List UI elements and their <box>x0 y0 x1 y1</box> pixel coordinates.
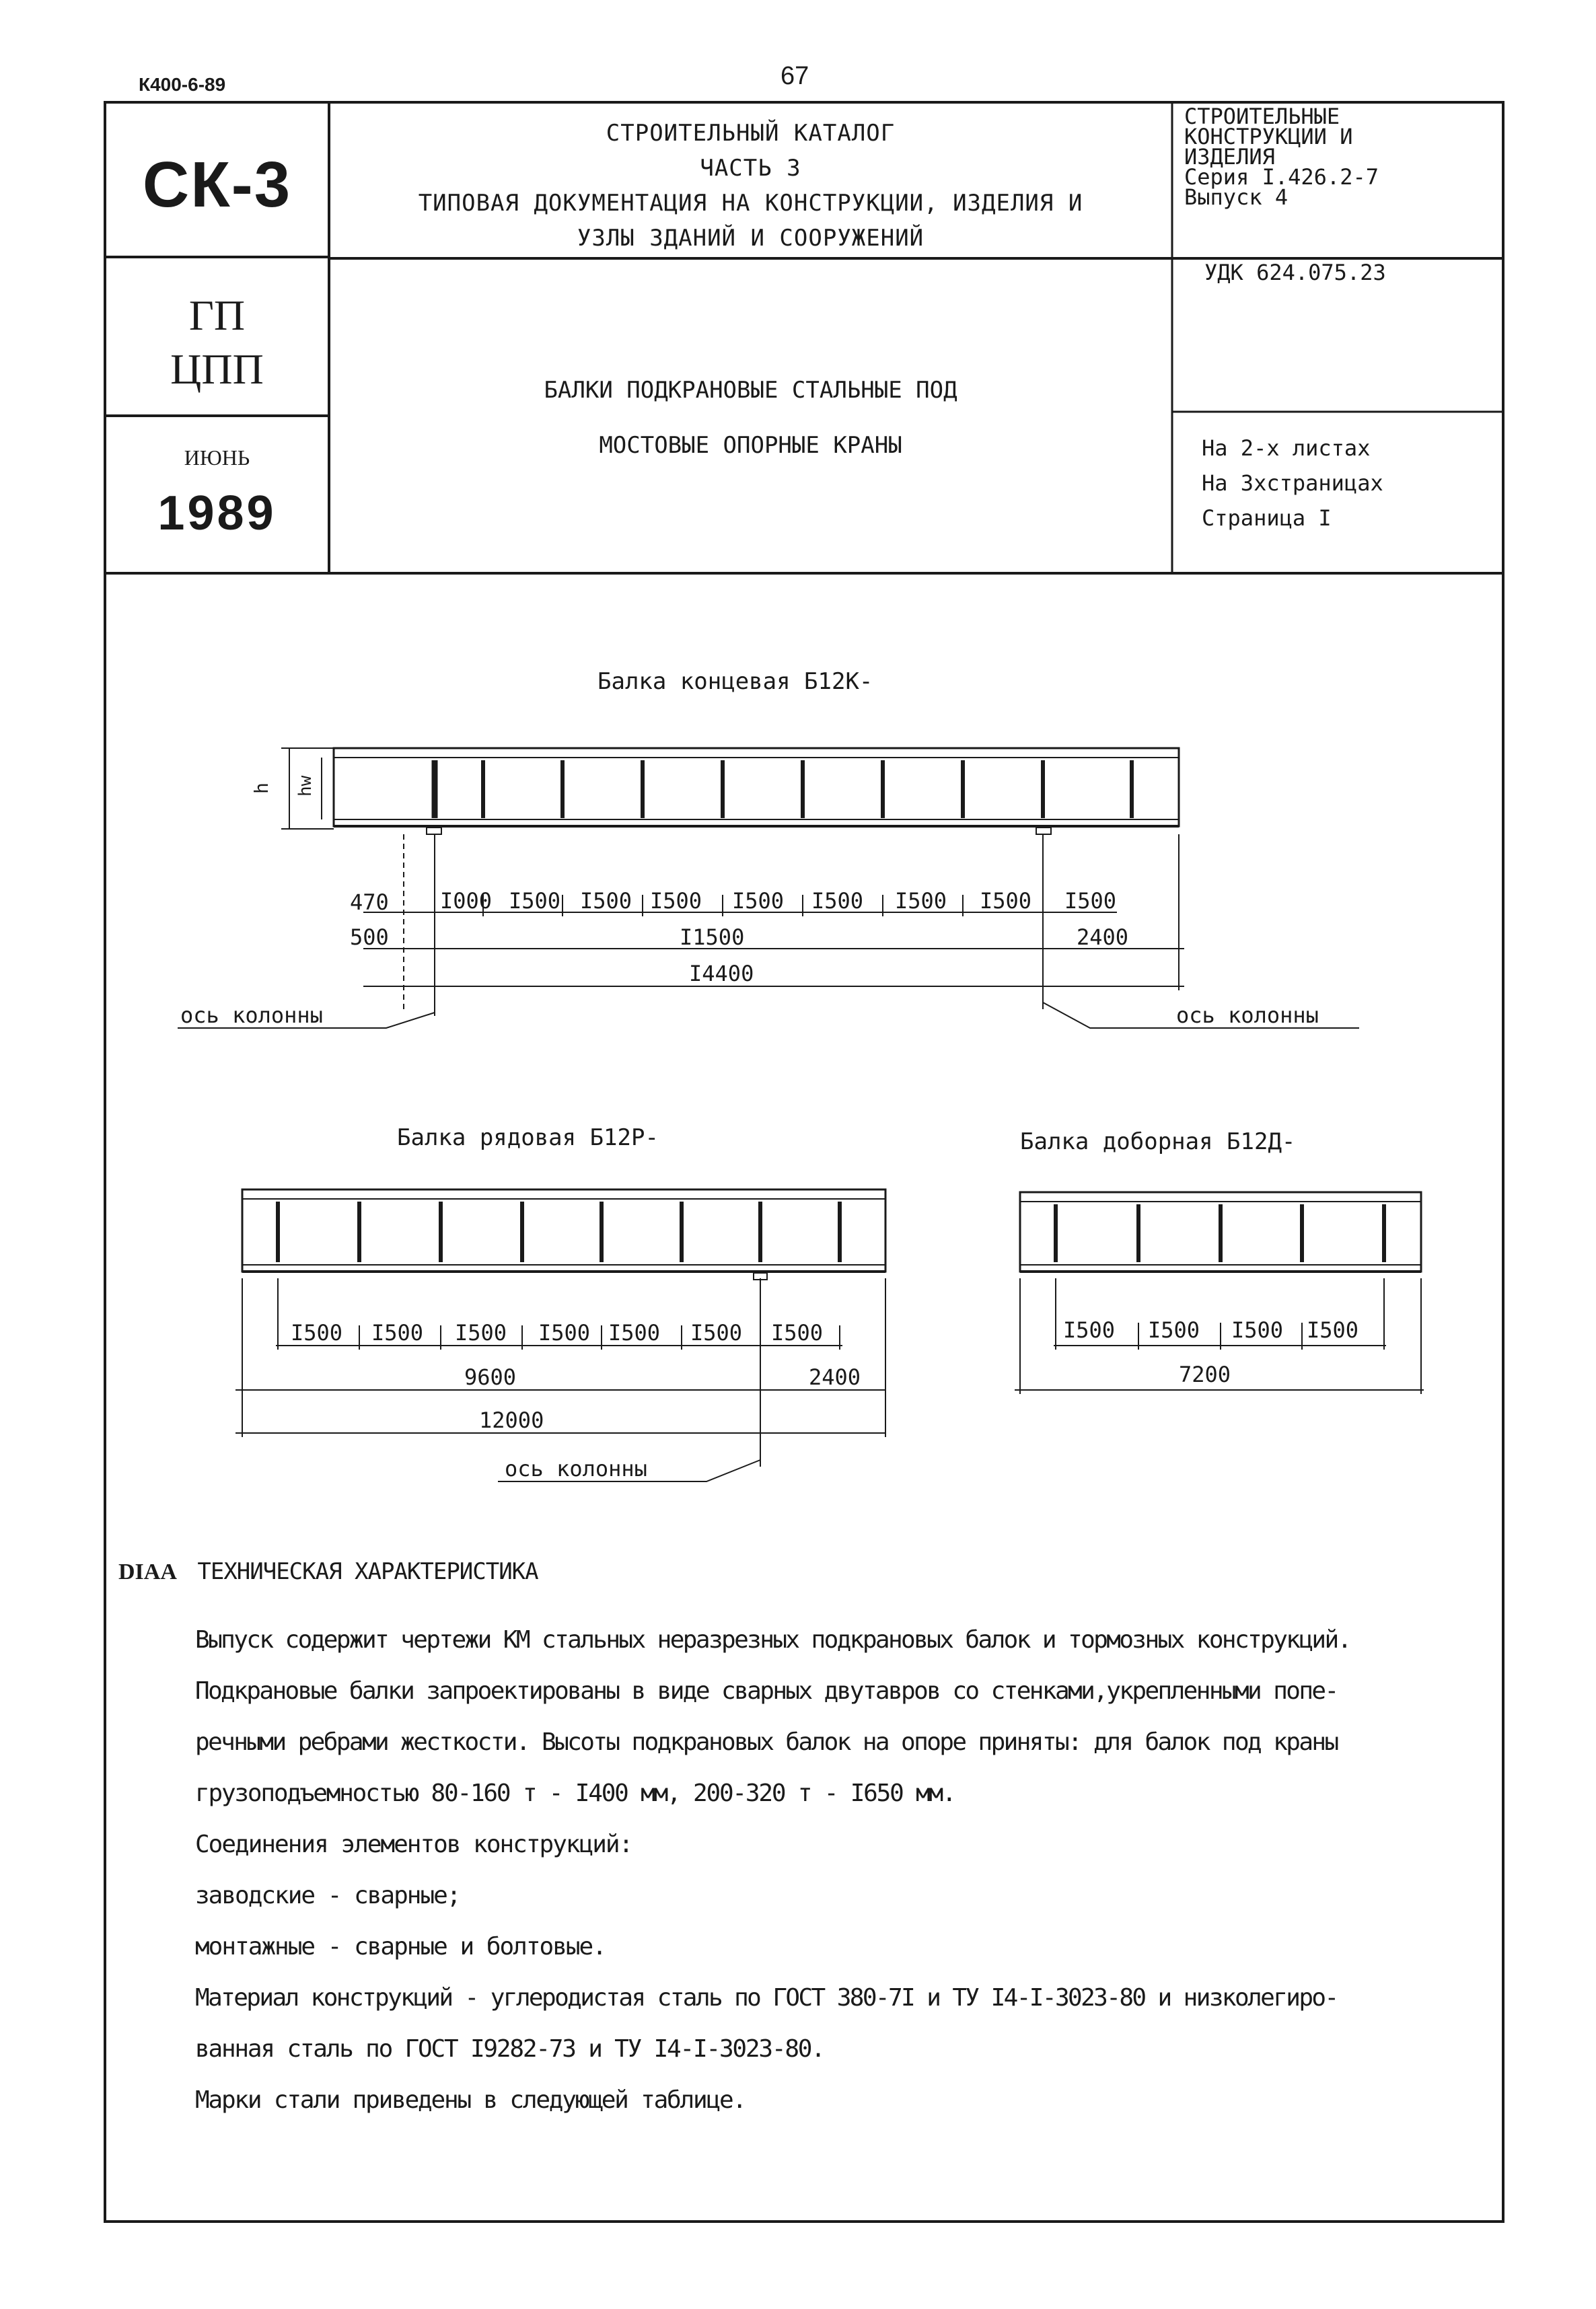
end-beam-drawing <box>178 668 1359 1028</box>
tech-line: речными ребрами жесткости. Высоты подкрановых балок на опоре приняты: для балок под краны <box>195 1728 1338 1756</box>
tech-heading-prefix: DIAA <box>118 1560 177 1584</box>
udk-code: УДК 624.075.23 <box>1204 260 1386 285</box>
row-beam-span-total: 12000 <box>479 1407 544 1433</box>
row-beam-dim: I500 <box>608 1320 661 1346</box>
end-beam-offset-470: 470 <box>350 889 389 915</box>
catalog-header-line: УЗЛЫ ЗДАНИЙ И СООРУЖЕНИЙ <box>577 225 924 252</box>
row-beam-dim: I500 <box>371 1320 424 1346</box>
tech-heading: ТЕХНИЧЕСКАЯ ХАРАКТЕРИСТИКА <box>197 1558 538 1585</box>
catalog-header-line: СТРОИТЕЛЬНЫЙ КАТАЛОГ <box>606 120 896 147</box>
doc-title-line: МОСТОВЫЕ ОПОРНЫЕ КРАНЫ <box>599 432 902 459</box>
issue-month: ИЮНЬ <box>184 445 250 470</box>
doc-title-line: БАЛКИ ПОДКРАНОВЫЕ СТАЛЬНЫЕ ПОД <box>544 377 957 404</box>
end-beam-dim: I500 <box>1064 888 1117 914</box>
extra-beam-dim: I500 <box>1063 1317 1116 1343</box>
series-info-line: Серия I.426.2-7 <box>1184 164 1379 190</box>
end-beam-dim: I500 <box>980 888 1032 914</box>
end-beam-span-main: I1500 <box>680 924 745 950</box>
tech-line: Материал конструкций - углеродистая сталь по ГОСТ 380-7I и ТУ I4-I-3023-80 и низколегиро- <box>195 1984 1338 2012</box>
row-beam-axis: ось колонны <box>505 1456 647 1481</box>
catalog-header-line: ЧАСТЬ 3 <box>700 155 801 182</box>
tech-line: Соединения элементов конструкций: <box>195 1831 632 1858</box>
end-beam-dim: I500 <box>895 888 947 914</box>
catalog-header-line: ТИПОВАЯ ДОКУМЕНТАЦИЯ НА КОНСТРУКЦИИ, ИЗДЕЛИЯ И <box>418 190 1083 217</box>
page-count: На 3хстраницах <box>1202 470 1383 496</box>
tech-heading-row <box>118 1558 538 1585</box>
tech-line: Подкрановые балки запроектированы в виде сварных двутавров со стенками,укрепленными попе- <box>195 1677 1338 1705</box>
end-beam-dim: I500 <box>580 888 632 914</box>
row-beam-dim: I500 <box>690 1320 743 1346</box>
extra-beam-dim: I500 <box>1148 1317 1200 1343</box>
extra-beam-span-total: 7200 <box>1179 1362 1231 1387</box>
catalog-code: СК-3 <box>142 149 292 221</box>
end-beam-span-right: 2400 <box>1077 924 1129 950</box>
end-beam-dim: I500 <box>732 888 785 914</box>
row-beam-drawing <box>235 1124 885 1481</box>
extra-beam-dim: I500 <box>1231 1317 1284 1343</box>
extra-beam-drawing <box>1015 1128 1424 1394</box>
end-beam-span-total: I4400 <box>689 961 754 986</box>
org-abbrev-1: ГП <box>188 291 246 339</box>
tech-line: ванная сталь по ГОСТ I9282-73 и ТУ I4-I-3023-80. <box>195 2035 824 2063</box>
end-beam-axis-right: ось колонны <box>1176 1002 1319 1028</box>
row-beam-dim: I500 <box>538 1320 591 1346</box>
series-info-line: СТРОИТЕЛЬНЫЕ <box>1184 104 1340 129</box>
tech-line: монтажные - сварные и болтовые. <box>195 1933 606 1960</box>
tech-description <box>195 1615 1350 2126</box>
org-abbrev-2: ЦПП <box>170 345 264 393</box>
sheet-count: На 2-х листах <box>1202 435 1371 461</box>
tech-line: Выпуск содержит чертежи КМ стальных неразрезных подкрановых балок и тормозных конструкций. <box>195 1626 1350 1654</box>
row-beam-dim: I500 <box>455 1320 507 1346</box>
tech-line: заводские - сварные; <box>195 1882 460 1909</box>
series-info-line: Выпуск 4 <box>1184 184 1289 210</box>
row-beam-title: Балка рядовая Б12Р- <box>397 1124 659 1151</box>
row-beam-span-main: 9600 <box>464 1364 517 1390</box>
current-page: Страница I <box>1202 505 1332 531</box>
tech-line: Марки стали приведены в следующей таблице. <box>195 2086 746 2114</box>
end-beam-dim: I000 <box>440 888 493 914</box>
end-beam-h-label: h <box>250 782 273 794</box>
end-beam-hw-label: hw <box>295 775 316 797</box>
end-beam-dim: I500 <box>650 888 702 914</box>
extra-beam-title: Балка доборная Б12Д- <box>1020 1128 1296 1155</box>
end-beam-dim: I500 <box>811 888 864 914</box>
end-beam-axis-left: ось колонны <box>180 1002 323 1028</box>
issue-year: 1989 <box>157 486 277 540</box>
page-number: 67 <box>781 62 809 90</box>
end-beam-title: Балка концевая Б12К- <box>597 668 873 695</box>
row-beam-dim: I500 <box>771 1320 824 1346</box>
end-beam-dim: I500 <box>509 888 561 914</box>
row-beam-span-right: 2400 <box>809 1364 861 1390</box>
extra-beam-dim: I500 <box>1307 1317 1359 1343</box>
series-info-line: КОНСТРУКЦИИ И <box>1184 124 1353 149</box>
series-info-line: ИЗДЕЛИЯ <box>1184 144 1275 170</box>
end-beam-offset-500: 500 <box>350 924 389 950</box>
document-code: К400-6-89 <box>139 74 226 95</box>
tech-line: грузоподъемностью 80-160 т - I400 мм, 200-320 т - I650 мм. <box>195 1780 955 1807</box>
row-beam-dim: I500 <box>291 1320 343 1346</box>
